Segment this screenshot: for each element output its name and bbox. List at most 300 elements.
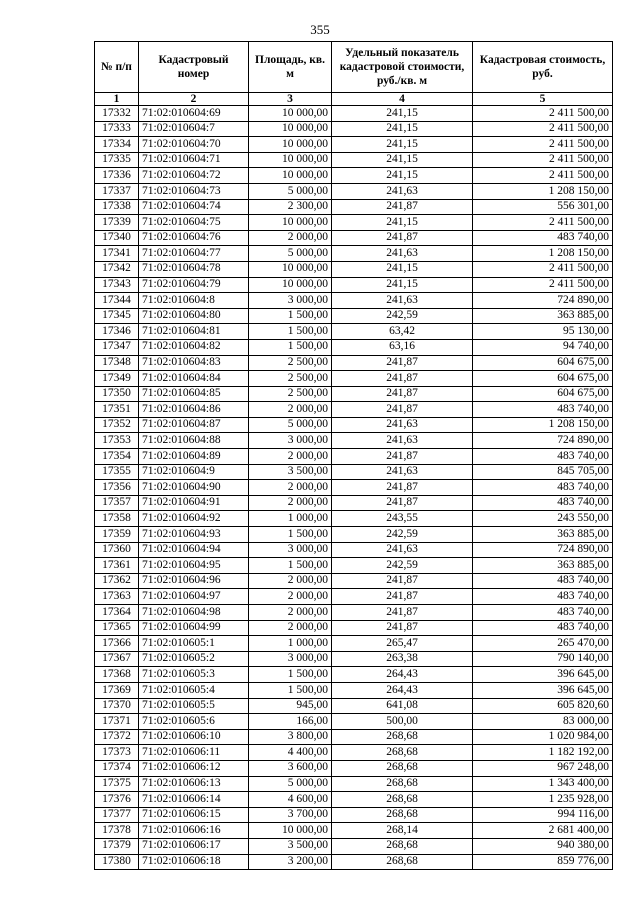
cadastral-number: 71:02:010604:92 [139, 511, 249, 527]
area-value: 5 000,00 [249, 183, 332, 199]
row-index: 17352 [95, 417, 139, 433]
area-value: 2 000,00 [249, 620, 332, 636]
cadastral-number: 71:02:010604:85 [139, 386, 249, 402]
cadastral-number: 71:02:010605:4 [139, 682, 249, 698]
area-value: 2 000,00 [249, 573, 332, 589]
area-value: 2 000,00 [249, 449, 332, 465]
row-index: 17378 [95, 823, 139, 839]
cadastral-number: 71:02:010604:86 [139, 402, 249, 418]
area-value: 4 400,00 [249, 745, 332, 761]
unit-value: 241,87 [332, 199, 473, 215]
area-value: 1 500,00 [249, 558, 332, 574]
area-value: 945,00 [249, 698, 332, 714]
row-index: 17360 [95, 542, 139, 558]
cadastral-number: 71:02:010604:84 [139, 371, 249, 387]
cadastral-value: 2 411 500,00 [473, 261, 613, 277]
cadastral-value: 483 740,00 [473, 480, 613, 496]
cadastral-value: 724 890,00 [473, 433, 613, 449]
area-value: 1 500,00 [249, 324, 332, 340]
unit-value: 241,15 [332, 215, 473, 231]
cadastral-value: 265 470,00 [473, 636, 613, 652]
table-row [95, 433, 613, 449]
cadastral-number: 71:02:010604:83 [139, 355, 249, 371]
unit-value: 241,87 [332, 449, 473, 465]
area-value: 3 200,00 [249, 854, 332, 870]
cadastral-value: 994 116,00 [473, 807, 613, 823]
cadastral-number: 71:02:010604:8 [139, 293, 249, 309]
cadastral-value: 859 776,00 [473, 854, 613, 870]
cadastral-value: 604 675,00 [473, 386, 613, 402]
row-index: 17379 [95, 838, 139, 854]
table-row [95, 324, 613, 340]
table-row [95, 776, 613, 792]
unit-value: 264,43 [332, 682, 473, 698]
cadastral-value: 940 380,00 [473, 838, 613, 854]
table-row [95, 355, 613, 371]
row-index: 17377 [95, 807, 139, 823]
cadastral-value: 604 675,00 [473, 355, 613, 371]
table-row [95, 651, 613, 667]
unit-value: 241,87 [332, 589, 473, 605]
row-index: 17365 [95, 620, 139, 636]
area-value: 1 000,00 [249, 636, 332, 652]
row-index: 17361 [95, 558, 139, 574]
cadastral-value: 845 705,00 [473, 464, 613, 480]
area-value: 2 000,00 [249, 605, 332, 621]
row-index: 17370 [95, 698, 139, 714]
column-number: 3 [249, 93, 332, 106]
table-row [95, 620, 613, 636]
area-value: 3 000,00 [249, 542, 332, 558]
cadastral-number: 71:02:010604:89 [139, 449, 249, 465]
cadastral-value: 363 885,00 [473, 558, 613, 574]
unit-value: 264,43 [332, 667, 473, 683]
row-index: 17343 [95, 277, 139, 293]
cadastral-value: 483 740,00 [473, 449, 613, 465]
cadastral-value: 1 343 400,00 [473, 776, 613, 792]
cadastral-value: 95 130,00 [473, 324, 613, 340]
unit-value: 241,63 [332, 183, 473, 199]
unit-value: 241,15 [332, 121, 473, 137]
table-row [95, 527, 613, 543]
cadastral-number: 71:02:010604:95 [139, 558, 249, 574]
header-area: Площадь, кв. м [249, 42, 332, 93]
table-row [95, 807, 613, 823]
table-row [95, 542, 613, 558]
cadastral-number: 71:02:010604:79 [139, 277, 249, 293]
cadastral-number: 71:02:010604:99 [139, 620, 249, 636]
area-value: 3 000,00 [249, 293, 332, 309]
area-value: 10 000,00 [249, 168, 332, 184]
unit-value: 241,87 [332, 386, 473, 402]
area-value: 5 000,00 [249, 246, 332, 262]
table-row [95, 308, 613, 324]
table-row [95, 667, 613, 683]
area-value: 10 000,00 [249, 277, 332, 293]
cadastral-number: 71:02:010604:94 [139, 542, 249, 558]
unit-value: 242,59 [332, 308, 473, 324]
cadastral-value: 724 890,00 [473, 542, 613, 558]
cadastral-value: 2 411 500,00 [473, 121, 613, 137]
header-cadastral-value: Кадастровая стоимость, руб. [473, 42, 613, 93]
table-row [95, 511, 613, 527]
cadastral-value: 396 645,00 [473, 682, 613, 698]
row-index: 17346 [95, 324, 139, 340]
table-header-row [95, 42, 613, 93]
row-index: 17335 [95, 152, 139, 168]
unit-value: 268,14 [332, 823, 473, 839]
cadastral-value: 363 885,00 [473, 527, 613, 543]
row-index: 17336 [95, 168, 139, 184]
row-index: 17332 [95, 106, 139, 122]
area-value: 10 000,00 [249, 106, 332, 122]
cadastral-number: 71:02:010604:88 [139, 433, 249, 449]
table-row [95, 589, 613, 605]
table-row [95, 168, 613, 184]
area-value: 10 000,00 [249, 261, 332, 277]
cadastral-number: 71:02:010606:13 [139, 776, 249, 792]
unit-value: 241,87 [332, 480, 473, 496]
unit-value: 63,16 [332, 339, 473, 355]
cadastral-number: 71:02:010604:93 [139, 527, 249, 543]
area-value: 10 000,00 [249, 137, 332, 153]
row-index: 17373 [95, 745, 139, 761]
cadastral-value: 483 740,00 [473, 620, 613, 636]
row-index: 17357 [95, 495, 139, 511]
cadastral-value: 396 645,00 [473, 667, 613, 683]
table-body [95, 106, 613, 870]
table-row [95, 152, 613, 168]
cadastral-value: 1 182 192,00 [473, 745, 613, 761]
cadastral-number: 71:02:010604:97 [139, 589, 249, 605]
unit-value: 241,63 [332, 464, 473, 480]
cadastral-value: 2 411 500,00 [473, 137, 613, 153]
area-value: 3 500,00 [249, 464, 332, 480]
row-index: 17362 [95, 573, 139, 589]
table-row [95, 714, 613, 730]
cadastral-number: 71:02:010605:1 [139, 636, 249, 652]
table-row [95, 417, 613, 433]
area-value: 2 000,00 [249, 495, 332, 511]
table-row [95, 823, 613, 839]
row-index: 17358 [95, 511, 139, 527]
cadastral-number: 71:02:010604:82 [139, 339, 249, 355]
row-index: 17353 [95, 433, 139, 449]
cadastral-value: 243 550,00 [473, 511, 613, 527]
row-index: 17341 [95, 246, 139, 262]
cadastral-value: 967 248,00 [473, 760, 613, 776]
unit-value: 268,68 [332, 792, 473, 808]
unit-value: 241,87 [332, 355, 473, 371]
table-row [95, 137, 613, 153]
area-value: 1 500,00 [249, 339, 332, 355]
table-row [95, 230, 613, 246]
row-index: 17367 [95, 651, 139, 667]
cadastral-number: 71:02:010604:91 [139, 495, 249, 511]
cadastral-table [94, 41, 613, 870]
table-row [95, 854, 613, 870]
row-index: 17354 [95, 449, 139, 465]
table-row [95, 464, 613, 480]
unit-value: 265,47 [332, 636, 473, 652]
unit-value: 268,68 [332, 760, 473, 776]
cadastral-number: 71:02:010604:87 [139, 417, 249, 433]
table-row [95, 682, 613, 698]
unit-value: 641,08 [332, 698, 473, 714]
cadastral-value: 1 208 150,00 [473, 246, 613, 262]
area-value: 10 000,00 [249, 215, 332, 231]
row-index: 17349 [95, 371, 139, 387]
cadastral-value: 94 740,00 [473, 339, 613, 355]
area-value: 3 800,00 [249, 729, 332, 745]
unit-value: 241,87 [332, 605, 473, 621]
row-index: 17372 [95, 729, 139, 745]
row-index: 17368 [95, 667, 139, 683]
column-number-row [95, 93, 613, 106]
row-index: 17338 [95, 199, 139, 215]
unit-value: 241,63 [332, 417, 473, 433]
area-value: 3 700,00 [249, 807, 332, 823]
cadastral-value: 483 740,00 [473, 605, 613, 621]
table-row [95, 215, 613, 231]
table-row [95, 386, 613, 402]
header-unit-value: Удельный показатель кадастровой стоимости, руб./кв. м [332, 42, 473, 93]
cadastral-number: 71:02:010606:17 [139, 838, 249, 854]
area-value: 10 000,00 [249, 121, 332, 137]
cadastral-number: 71:02:010604:73 [139, 183, 249, 199]
cadastral-number: 71:02:010605:5 [139, 698, 249, 714]
table-row [95, 277, 613, 293]
area-value: 1 000,00 [249, 511, 332, 527]
cadastral-value: 483 740,00 [473, 230, 613, 246]
row-index: 17333 [95, 121, 139, 137]
cadastral-value: 556 301,00 [473, 199, 613, 215]
row-index: 17339 [95, 215, 139, 231]
unit-value: 241,87 [332, 620, 473, 636]
unit-value: 241,15 [332, 152, 473, 168]
table-row [95, 183, 613, 199]
cadastral-value: 604 675,00 [473, 371, 613, 387]
cadastral-number: 71:02:010604:75 [139, 215, 249, 231]
table-row [95, 573, 613, 589]
page-number: 355 [310, 22, 330, 37]
row-index: 17355 [95, 464, 139, 480]
area-value: 2 500,00 [249, 371, 332, 387]
cadastral-value: 2 681 400,00 [473, 823, 613, 839]
unit-value: 242,59 [332, 527, 473, 543]
cadastral-number: 71:02:010604:70 [139, 137, 249, 153]
row-index: 17366 [95, 636, 139, 652]
area-value: 3 000,00 [249, 651, 332, 667]
area-value: 2 000,00 [249, 589, 332, 605]
cadastral-number: 71:02:010606:11 [139, 745, 249, 761]
cadastral-number: 71:02:010604:71 [139, 152, 249, 168]
unit-value: 241,15 [332, 106, 473, 122]
table-row [95, 402, 613, 418]
cadastral-number: 71:02:010604:72 [139, 168, 249, 184]
unit-value: 500,00 [332, 714, 473, 730]
area-value: 3 500,00 [249, 838, 332, 854]
area-value: 5 000,00 [249, 417, 332, 433]
cadastral-value: 790 140,00 [473, 651, 613, 667]
row-index: 17369 [95, 682, 139, 698]
cadastral-value: 2 411 500,00 [473, 152, 613, 168]
unit-value: 241,87 [332, 402, 473, 418]
column-number: 2 [139, 93, 249, 106]
cadastral-value: 1 208 150,00 [473, 417, 613, 433]
cadastral-value: 2 411 500,00 [473, 277, 613, 293]
unit-value: 241,63 [332, 542, 473, 558]
cadastral-number: 71:02:010605:6 [139, 714, 249, 730]
area-value: 2 500,00 [249, 386, 332, 402]
cadastral-number: 71:02:010604:98 [139, 605, 249, 621]
table-row [95, 495, 613, 511]
cadastral-number: 71:02:010604:78 [139, 261, 249, 277]
area-value: 10 000,00 [249, 823, 332, 839]
row-index: 17376 [95, 792, 139, 808]
table-row [95, 371, 613, 387]
unit-value: 241,63 [332, 293, 473, 309]
row-index: 17344 [95, 293, 139, 309]
area-value: 4 600,00 [249, 792, 332, 808]
row-index: 17356 [95, 480, 139, 496]
unit-value: 241,63 [332, 246, 473, 262]
unit-value: 242,59 [332, 558, 473, 574]
cadastral-value: 2 411 500,00 [473, 215, 613, 231]
cadastral-number: 71:02:010604:80 [139, 308, 249, 324]
cadastral-value: 724 890,00 [473, 293, 613, 309]
cadastral-value: 483 740,00 [473, 589, 613, 605]
cadastral-value: 483 740,00 [473, 402, 613, 418]
column-number: 1 [95, 93, 139, 106]
header-index: № п/п [95, 42, 139, 93]
row-index: 17342 [95, 261, 139, 277]
area-value: 2 000,00 [249, 402, 332, 418]
unit-value: 241,15 [332, 137, 473, 153]
row-index: 17374 [95, 760, 139, 776]
table-row [95, 698, 613, 714]
cadastral-number: 71:02:010606:15 [139, 807, 249, 823]
unit-value: 241,87 [332, 495, 473, 511]
cadastral-number: 71:02:010605:2 [139, 651, 249, 667]
unit-value: 241,87 [332, 371, 473, 387]
area-value: 10 000,00 [249, 152, 332, 168]
table-row [95, 261, 613, 277]
cadastral-number: 71:02:010606:14 [139, 792, 249, 808]
table-row [95, 106, 613, 122]
area-value: 2 500,00 [249, 355, 332, 371]
table-row [95, 480, 613, 496]
cadastral-value: 483 740,00 [473, 495, 613, 511]
row-index: 17359 [95, 527, 139, 543]
area-value: 1 500,00 [249, 667, 332, 683]
row-index: 17334 [95, 137, 139, 153]
row-index: 17347 [95, 339, 139, 355]
table-row [95, 605, 613, 621]
table-row [95, 792, 613, 808]
cadastral-number: 71:02:010606:16 [139, 823, 249, 839]
cadastral-number: 71:02:010604:81 [139, 324, 249, 340]
row-index: 17345 [95, 308, 139, 324]
unit-value: 241,15 [332, 261, 473, 277]
unit-value: 263,38 [332, 651, 473, 667]
table-row [95, 760, 613, 776]
table-row [95, 121, 613, 137]
row-index: 17337 [95, 183, 139, 199]
table-row [95, 636, 613, 652]
unit-value: 241,87 [332, 230, 473, 246]
table-row [95, 729, 613, 745]
unit-value: 268,68 [332, 807, 473, 823]
cadastral-value: 1 235 928,00 [473, 792, 613, 808]
table-row [95, 199, 613, 215]
area-value: 3 600,00 [249, 760, 332, 776]
table-row [95, 293, 613, 309]
area-value: 3 000,00 [249, 433, 332, 449]
header-cadastral-number: Кадастровый номер [139, 42, 249, 93]
row-index: 17351 [95, 402, 139, 418]
row-index: 17363 [95, 589, 139, 605]
row-index: 17340 [95, 230, 139, 246]
cadastral-number: 71:02:010604:9 [139, 464, 249, 480]
cadastral-number: 71:02:010604:77 [139, 246, 249, 262]
unit-value: 241,15 [332, 277, 473, 293]
area-value: 2 300,00 [249, 199, 332, 215]
table-row [95, 838, 613, 854]
cadastral-number: 71:02:010604:7 [139, 121, 249, 137]
row-index: 17380 [95, 854, 139, 870]
area-value: 5 000,00 [249, 776, 332, 792]
row-index: 17375 [95, 776, 139, 792]
unit-value: 268,68 [332, 838, 473, 854]
table-row [95, 246, 613, 262]
row-index: 17364 [95, 605, 139, 621]
cadastral-number: 71:02:010604:90 [139, 480, 249, 496]
unit-value: 241,63 [332, 433, 473, 449]
unit-value: 268,68 [332, 729, 473, 745]
row-index: 17350 [95, 386, 139, 402]
cadastral-number: 71:02:010604:96 [139, 573, 249, 589]
area-value: 2 000,00 [249, 230, 332, 246]
cadastral-value: 1 208 150,00 [473, 183, 613, 199]
area-value: 1 500,00 [249, 308, 332, 324]
table-row [95, 449, 613, 465]
area-value: 166,00 [249, 714, 332, 730]
unit-value: 268,68 [332, 776, 473, 792]
row-index: 17348 [95, 355, 139, 371]
cadastral-value: 2 411 500,00 [473, 168, 613, 184]
row-index: 17371 [95, 714, 139, 730]
cadastral-number: 71:02:010606:12 [139, 760, 249, 776]
column-number: 5 [473, 93, 613, 106]
cadastral-number: 71:02:010606:18 [139, 854, 249, 870]
cadastral-value: 363 885,00 [473, 308, 613, 324]
cadastral-value: 1 020 984,00 [473, 729, 613, 745]
cadastral-number: 71:02:010605:3 [139, 667, 249, 683]
area-value: 2 000,00 [249, 480, 332, 496]
cadastral-number: 71:02:010604:74 [139, 199, 249, 215]
table-row [95, 745, 613, 761]
table-row [95, 339, 613, 355]
unit-value: 241,87 [332, 573, 473, 589]
cadastral-number: 71:02:010604:69 [139, 106, 249, 122]
cadastral-value: 605 820,60 [473, 698, 613, 714]
area-value: 1 500,00 [249, 527, 332, 543]
area-value: 1 500,00 [249, 682, 332, 698]
unit-value: 268,68 [332, 745, 473, 761]
column-number: 4 [332, 93, 473, 106]
unit-value: 268,68 [332, 854, 473, 870]
